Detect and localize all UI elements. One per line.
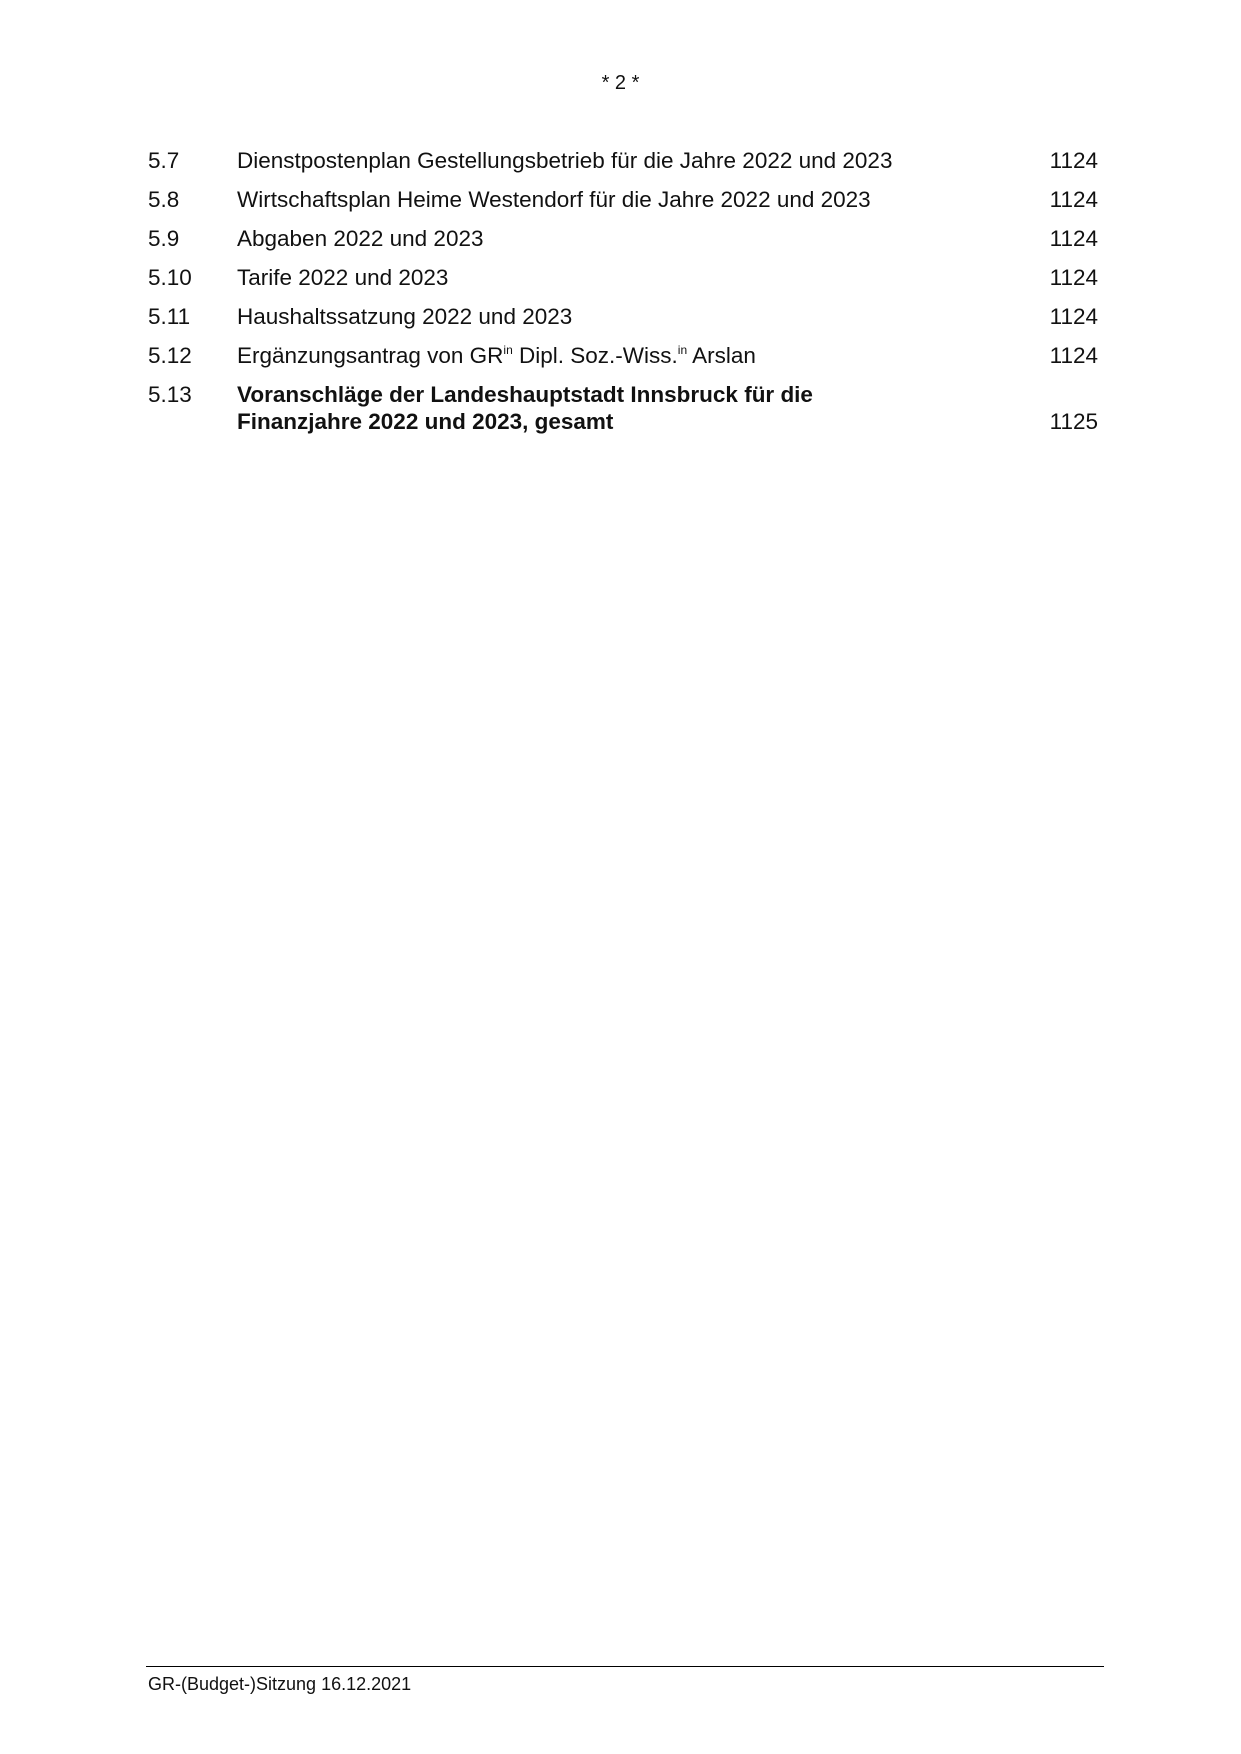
toc-entry-page: 1124 [1049, 343, 1098, 368]
toc-entry-number: 5.9 [148, 226, 180, 251]
toc-entry-number: 5.12 [148, 343, 192, 368]
toc-entry-title: Abgaben 2022 und 2023 [237, 226, 484, 251]
toc-entry-5-12 [148, 342, 1098, 381]
title-text: Dipl. Soz.-Wiss. [512, 343, 678, 368]
toc-entry-title: Wirtschaftsplan Heime Westendorf für die Jahre 2022 und 2023 [237, 187, 871, 212]
title-text: Arslan [687, 343, 756, 368]
toc-entry-title: Tarife 2022 und 2023 [237, 265, 449, 290]
toc-entry-5-13 [148, 381, 1098, 441]
toc-entry-title: Haushaltssatzung 2022 und 2023 [237, 304, 573, 329]
toc-entry-title: Dienstpostenplan Gestellungsbetrieb für die Jahre 2022 und 2023 [237, 148, 893, 173]
toc-entry-title [237, 342, 997, 369]
toc-entry-number: 5.10 [148, 265, 192, 290]
title-line-2: Finanzjahre 2022 und 2023, gesamt [237, 409, 614, 434]
toc-entry-5-11 [148, 303, 1098, 342]
toc-entry-page: 1124 [1049, 187, 1098, 212]
toc-entry-number: 5.11 [148, 304, 191, 329]
toc-entry-page: 1125 [1049, 409, 1098, 434]
toc-entry-title [237, 381, 997, 435]
toc-entry-5-8 [148, 186, 1098, 225]
table-of-contents [148, 147, 1098, 441]
toc-entry-number: 5.8 [148, 187, 180, 212]
footer-text: GR-(Budget-)Sitzung 16.12.2021 [148, 1674, 412, 1694]
toc-entry-5-9 [148, 225, 1098, 264]
superscript-in: in [677, 342, 688, 357]
toc-entry-page: 1124 [1049, 148, 1098, 173]
toc-entry-5-10 [148, 264, 1098, 303]
title-line-1: Voranschläge der Landeshauptstadt Innsbruck für die [237, 382, 813, 407]
superscript-in: in [503, 342, 513, 357]
toc-entry-page: 1124 [1049, 226, 1098, 251]
toc-entry-number: 5.13 [148, 382, 192, 407]
footer-divider [146, 1666, 1104, 1667]
title-text: Ergänzungsantrag von GR [237, 343, 504, 368]
toc-entry-5-7 [148, 147, 1098, 186]
page-number: * 2 * [601, 72, 640, 94]
toc-entry-page: 1124 [1049, 304, 1098, 329]
toc-entry-number: 5.7 [148, 148, 180, 173]
toc-entry-page: 1124 [1049, 265, 1098, 290]
